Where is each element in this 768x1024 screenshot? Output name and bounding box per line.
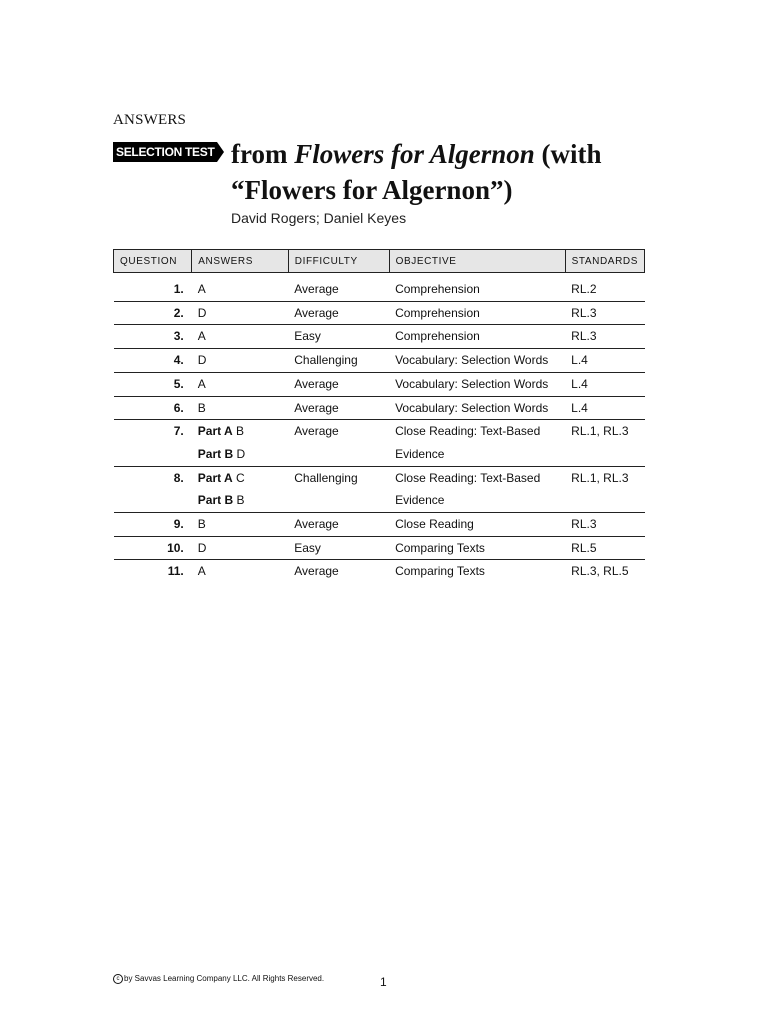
standards-cell: RL.2 bbox=[565, 273, 644, 302]
header-answers: ANSWERS bbox=[192, 250, 288, 273]
question-number: 3. bbox=[114, 325, 192, 349]
difficulty-cell: Average bbox=[288, 396, 389, 420]
copyright-icon: c bbox=[113, 974, 123, 984]
objective-cell: Comprehension bbox=[389, 273, 565, 302]
table-row bbox=[114, 536, 645, 560]
table-row bbox=[114, 325, 645, 349]
difficulty-cell: Average bbox=[294, 564, 339, 579]
standards-cell: RL.1, RL.3 bbox=[565, 466, 644, 512]
answer-cell: D bbox=[192, 536, 288, 560]
standards-cell: L.4 bbox=[565, 349, 644, 373]
answer-cell: B bbox=[192, 396, 288, 420]
header-difficulty: DIFFICULTY bbox=[288, 250, 389, 273]
header-objective: OBJECTIVE bbox=[389, 250, 565, 273]
answer-cell: B bbox=[192, 513, 288, 537]
question-number: 11. bbox=[167, 564, 184, 579]
answer-cell bbox=[192, 466, 288, 512]
table-row bbox=[114, 560, 645, 583]
answers-table bbox=[113, 249, 645, 583]
objective-cell: Close Reading: Text-Based Evidence bbox=[389, 466, 565, 512]
question-number: 1. bbox=[114, 273, 192, 302]
objective-cell: Vocabulary: Selection Words bbox=[389, 372, 565, 396]
table-row bbox=[114, 466, 645, 512]
part-value: B bbox=[236, 424, 245, 439]
difficulty-cell: Average bbox=[288, 513, 389, 537]
table-row bbox=[114, 420, 645, 466]
answer-cell: D bbox=[192, 349, 288, 373]
question-number: 5. bbox=[114, 372, 192, 396]
objective-cell: Close Reading bbox=[389, 513, 565, 537]
objective-cell: Vocabulary: Selection Words bbox=[389, 349, 565, 373]
answer-part bbox=[198, 467, 282, 490]
table-row bbox=[114, 301, 645, 325]
objective-cell: Comparing Texts bbox=[389, 536, 565, 560]
standards-cell: RL.1, RL.3 bbox=[565, 420, 644, 466]
difficulty-cell: Average bbox=[288, 301, 389, 325]
objective-cell: Close Reading: Text-Based Evidence bbox=[389, 420, 565, 466]
objective-cell: Comparing Texts bbox=[395, 564, 485, 579]
part-label: Part A bbox=[197, 470, 233, 485]
table-row bbox=[114, 349, 645, 373]
section-label: ANSWERS bbox=[113, 112, 187, 128]
table-header-row bbox=[114, 250, 645, 273]
title-italic: Flowers for Algernon bbox=[294, 139, 535, 169]
difficulty-cell: Easy bbox=[288, 325, 389, 349]
standards-cell: RL.3 bbox=[565, 301, 644, 325]
answer-cell: A bbox=[192, 273, 288, 302]
question-number: 7. bbox=[114, 420, 192, 466]
question-number: 10. bbox=[114, 536, 192, 560]
difficulty-cell: Average bbox=[288, 273, 389, 302]
header-question: QUESTION bbox=[114, 250, 192, 273]
part-value: C bbox=[236, 470, 245, 485]
answer-cell: D bbox=[192, 301, 288, 325]
page-number: 1 bbox=[380, 975, 387, 989]
part-label: Part A bbox=[197, 424, 233, 439]
part-label: Part B bbox=[197, 446, 234, 461]
title-suffix: (with “Flowers for Algernon”) bbox=[231, 139, 602, 205]
table-row bbox=[114, 513, 645, 537]
difficulty-cell: Average bbox=[288, 372, 389, 396]
badge-label: SELECTION TEST bbox=[113, 142, 217, 162]
table-row bbox=[114, 273, 645, 302]
copyright-notice bbox=[113, 974, 324, 984]
standards-cell: L.4 bbox=[565, 396, 644, 420]
badge-arrow-icon bbox=[217, 142, 224, 162]
table-row bbox=[114, 396, 645, 420]
difficulty-cell: Challenging bbox=[288, 466, 389, 512]
difficulty-cell: Easy bbox=[288, 536, 389, 560]
selection-test-badge bbox=[113, 142, 224, 162]
answer-cell: A bbox=[192, 372, 288, 396]
answer-cell: A bbox=[192, 325, 288, 349]
part-value: D bbox=[236, 446, 246, 461]
page-title bbox=[231, 136, 651, 208]
answer-cell bbox=[192, 420, 288, 466]
part-label: Part B bbox=[197, 493, 234, 508]
question-number: 6. bbox=[114, 396, 192, 420]
objective-cell: Comprehension bbox=[389, 325, 565, 349]
objective-cell: Vocabulary: Selection Words bbox=[389, 396, 565, 420]
standards-cell: RL.3 bbox=[565, 325, 644, 349]
standards-cell: RL.3, RL.5 bbox=[571, 564, 629, 579]
objective-cell: Comprehension bbox=[389, 301, 565, 325]
standards-cell: L.4 bbox=[565, 372, 644, 396]
answer-part bbox=[198, 443, 282, 466]
difficulty-cell: Challenging bbox=[288, 349, 389, 373]
question-number: 9. bbox=[114, 513, 192, 537]
standards-cell: RL.5 bbox=[565, 536, 644, 560]
copyright-text: by Savvas Learning Company LLC. All Rights Reserved. bbox=[124, 974, 325, 984]
header-standards: STANDARDS bbox=[565, 250, 644, 273]
answer-cell: A bbox=[197, 564, 206, 579]
question-number: 2. bbox=[114, 301, 192, 325]
question-number: 8. bbox=[114, 466, 192, 512]
answer-part bbox=[198, 420, 282, 443]
part-value: B bbox=[236, 493, 245, 508]
difficulty-cell: Average bbox=[288, 420, 389, 466]
question-number: 4. bbox=[114, 349, 192, 373]
standards-cell: RL.3 bbox=[565, 513, 644, 537]
answer-part bbox=[198, 489, 282, 512]
authors: David Rogers; Daniel Keyes bbox=[231, 210, 407, 226]
table-row bbox=[114, 372, 645, 396]
title-prefix: from bbox=[231, 139, 295, 169]
